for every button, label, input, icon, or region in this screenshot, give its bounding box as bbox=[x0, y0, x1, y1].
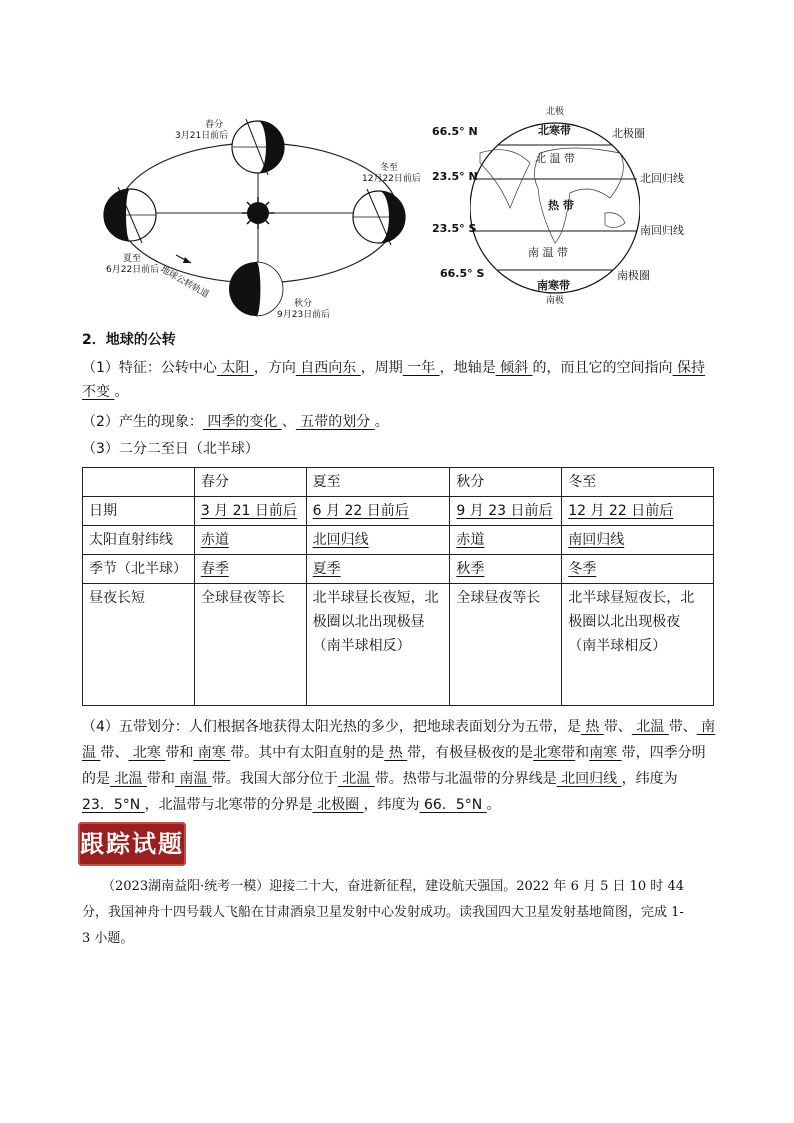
lat-66-5-n: 66.5° N bbox=[432, 125, 478, 138]
table-cell: 秋分 bbox=[450, 468, 562, 497]
table-cell: 秋季 bbox=[450, 555, 562, 584]
table-cell: 3 月 21 日前后 bbox=[194, 497, 306, 526]
table-header-row bbox=[83, 468, 714, 497]
table-cell: 赤道 bbox=[450, 526, 562, 555]
table-cell: 昼夜长短 bbox=[83, 584, 195, 706]
table-cell: 季节（北半球） bbox=[83, 555, 195, 584]
spring-label: 春分 bbox=[205, 120, 224, 130]
section-title: 2．地球的公转 bbox=[82, 332, 176, 348]
table-row bbox=[83, 497, 714, 526]
south-pole-label: 南极 bbox=[546, 296, 565, 306]
north-temperate-zone: 北 温 带 bbox=[535, 152, 575, 165]
lat-66-5-s: 66.5° S bbox=[440, 267, 485, 280]
table-row bbox=[83, 584, 714, 706]
antarctic-circle-label: 南极圈 bbox=[617, 269, 650, 282]
tropical-zone: 热 带 bbox=[548, 199, 574, 212]
lat-23-5-n: 23.5° N bbox=[432, 170, 478, 183]
earth-summer-icon bbox=[104, 187, 156, 243]
table-row bbox=[83, 526, 714, 555]
table-cell: 9 月 23 日前后 bbox=[450, 497, 562, 526]
spring-date: 3月21日前后 bbox=[175, 131, 229, 141]
tropic-cancer-label: 北回归线 bbox=[640, 172, 684, 185]
table-cell: 赤道 bbox=[194, 526, 306, 555]
table-cell: 12 月 22 日前后 bbox=[562, 497, 714, 526]
orbit-label: 地球公转轨道 bbox=[158, 264, 211, 301]
table-cell: 北半球昼长夜短，北极圈以北出现极昼（南半球相反） bbox=[306, 584, 450, 706]
autumn-date: 9月23日前后 bbox=[277, 310, 331, 320]
earth-orbit-diagram bbox=[96, 105, 426, 320]
table-cell: 北回归线 bbox=[306, 526, 450, 555]
table-cell: 南回归线 bbox=[562, 526, 714, 555]
table-cell: 夏至 bbox=[306, 468, 450, 497]
north-pole-label: 北极 bbox=[546, 107, 565, 117]
summer-date: 6月22日前后 bbox=[106, 265, 160, 275]
table-cell: 夏季 bbox=[306, 555, 450, 584]
question-line-2: 分，我国神舟十四号载人飞船在甘肃酒泉卫星发射中心发射成功。读我国四大卫星发射基地简图，完成 1- bbox=[82, 905, 684, 920]
earth-autumn-icon bbox=[229, 262, 283, 316]
table-cell: 6 月 22 日前后 bbox=[306, 497, 450, 526]
table-cell: 春分 bbox=[194, 468, 306, 497]
autumn-label: 秋分 bbox=[294, 299, 313, 309]
table-cell: 北半球昼短夜长，北极圈以北出现极夜（南半球相反） bbox=[562, 584, 714, 706]
table-cell bbox=[83, 468, 195, 497]
table-cell: 全球昼夜等长 bbox=[450, 584, 562, 706]
arctic-circle-label: 北极圈 bbox=[612, 127, 645, 140]
south-frigid-zone: 南寒带 bbox=[537, 279, 570, 292]
earth-winter-icon bbox=[353, 189, 405, 245]
winter-label: 冬至 bbox=[380, 163, 399, 173]
feature-paragraph: （1）特征：公转中心 太阳 ，方向 自西向东 ，周期 一年 ，地轴是 倾斜 的，而且它的空间指向 保持 不变 。 bbox=[82, 360, 705, 400]
table-cell: 春季 bbox=[194, 555, 306, 584]
table-cell: 冬季 bbox=[562, 555, 714, 584]
badge-text: 跟踪试题 bbox=[80, 829, 184, 858]
follow-up-exercise-badge bbox=[78, 822, 186, 866]
sun-icon bbox=[242, 197, 274, 229]
question-line-1: （2023湖南益阳·统考一模）迎接二十大，奋进新征程，建设航天强国。2022 年 6 月 5 日 10 时 44 bbox=[102, 879, 684, 894]
equinox-heading: （3）二分二至日（北半球） bbox=[82, 441, 259, 457]
phenomena-paragraph: （2）产生的现象： 四季的变化 、 五带的划分 。 bbox=[82, 414, 389, 430]
five-zones-paragraph: （4）五带划分：人们根据各地获得太阳光热的多少，把地球表面划分为五带，是 热 带、 北温 带、 南 温 带、 北寒 带和 南寒 带。其中有太阳直射的是 热 带，有极昼极夜的是北寒带和南寒 带，四季分明 的是 北温 带和 南温 带。我国大部分位于 北温 带。热带与北温带的分界线是 北回归线 ，纬度为 23．5°N ，北温带与北寒带的分界是 北极圈 ，纬度为 66．5°N 。 bbox=[82, 719, 716, 813]
south-temperate-zone: 南 温 带 bbox=[528, 246, 568, 259]
question-line-3: 3 小题。 bbox=[82, 931, 134, 946]
tropic-capricorn-label: 南回归线 bbox=[640, 224, 684, 237]
north-frigid-zone: 北寒带 bbox=[538, 124, 571, 137]
earth-spring-icon bbox=[232, 119, 284, 175]
table-cell: 太阳直射纬线 bbox=[83, 526, 195, 555]
table-cell: 全球昼夜等长 bbox=[194, 584, 306, 706]
solstice-equinox-table bbox=[82, 467, 714, 706]
table-cell: 冬至 bbox=[562, 468, 714, 497]
table-row bbox=[83, 555, 714, 584]
table-cell: 日期 bbox=[83, 497, 195, 526]
winter-date: 12月22日前后 bbox=[362, 174, 421, 184]
summer-label: 夏至 bbox=[123, 254, 142, 264]
lat-23-5-s: 23.5° S bbox=[432, 222, 477, 235]
